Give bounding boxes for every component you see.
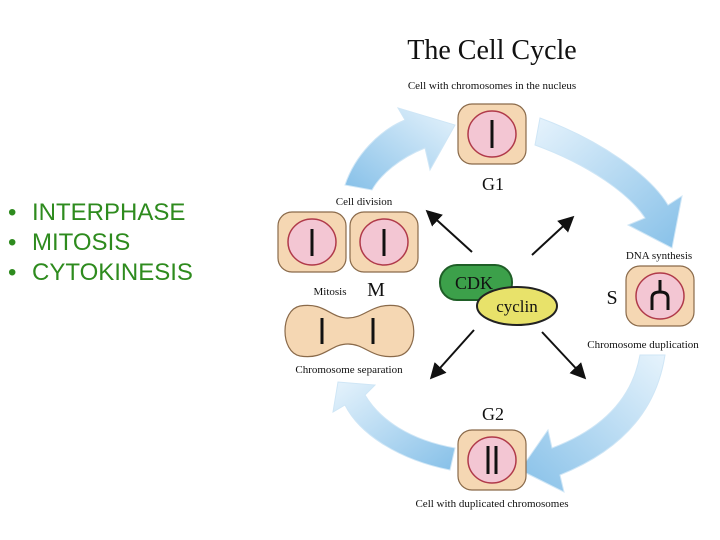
cdk-label: CDK [454, 273, 494, 293]
bullet-dot: • [8, 199, 17, 226]
cyclin-label: cyclin [496, 297, 538, 316]
cycle-arrow-m-to-g1 [345, 108, 455, 190]
cell-g1 [458, 104, 526, 164]
dna-synthesis-label: DNA synthesis [625, 250, 693, 262]
s-label: S [606, 287, 618, 309]
arrow-to-dna-synthesis [532, 218, 572, 255]
g2-label: G2 [482, 404, 504, 424]
cell-division-label: Cell division [335, 196, 393, 208]
cell-g2 [458, 430, 526, 490]
cell-m-right [350, 212, 418, 272]
diagram-title: The Cell Cycle [407, 35, 577, 66]
bullet-dot: • [8, 229, 17, 256]
nucleus-s [636, 273, 684, 319]
m-label: M [367, 279, 385, 301]
top-caption: Cell with chromosomes in the nucleus [407, 80, 577, 92]
arrow-to-mitosis [428, 212, 472, 252]
mitosis-label: Mitosis [313, 286, 347, 298]
cycle-arrow-g2-to-m [333, 382, 455, 470]
bullet-text-interphase: INTERPHASE [32, 199, 186, 226]
arrow-to-chromosome-separation [432, 330, 474, 377]
bullet-dot: • [8, 259, 17, 286]
g1-label: G1 [482, 174, 504, 194]
bullet-text-cytokinesis: CYTOKINESIS [32, 259, 193, 286]
arrow-to-duplication [542, 332, 584, 377]
cdk-cyclin-complex [440, 265, 557, 325]
cell-dividing [285, 305, 414, 356]
cell-s [626, 266, 694, 326]
cycle-arrow-s-to-g2 [520, 355, 665, 492]
chromosome-duplication-label: Chromosome duplication [587, 339, 699, 351]
chromosome-separation-label: Chromosome separation [295, 364, 403, 376]
nucleus-g2 [468, 437, 516, 483]
cycle-arrow-g1-to-s [535, 118, 682, 248]
cell-m-left [278, 212, 346, 272]
bullet-text-mitosis: MITOSIS [32, 229, 131, 256]
bottom-caption: Cell with duplicated chromosomes [415, 498, 569, 510]
